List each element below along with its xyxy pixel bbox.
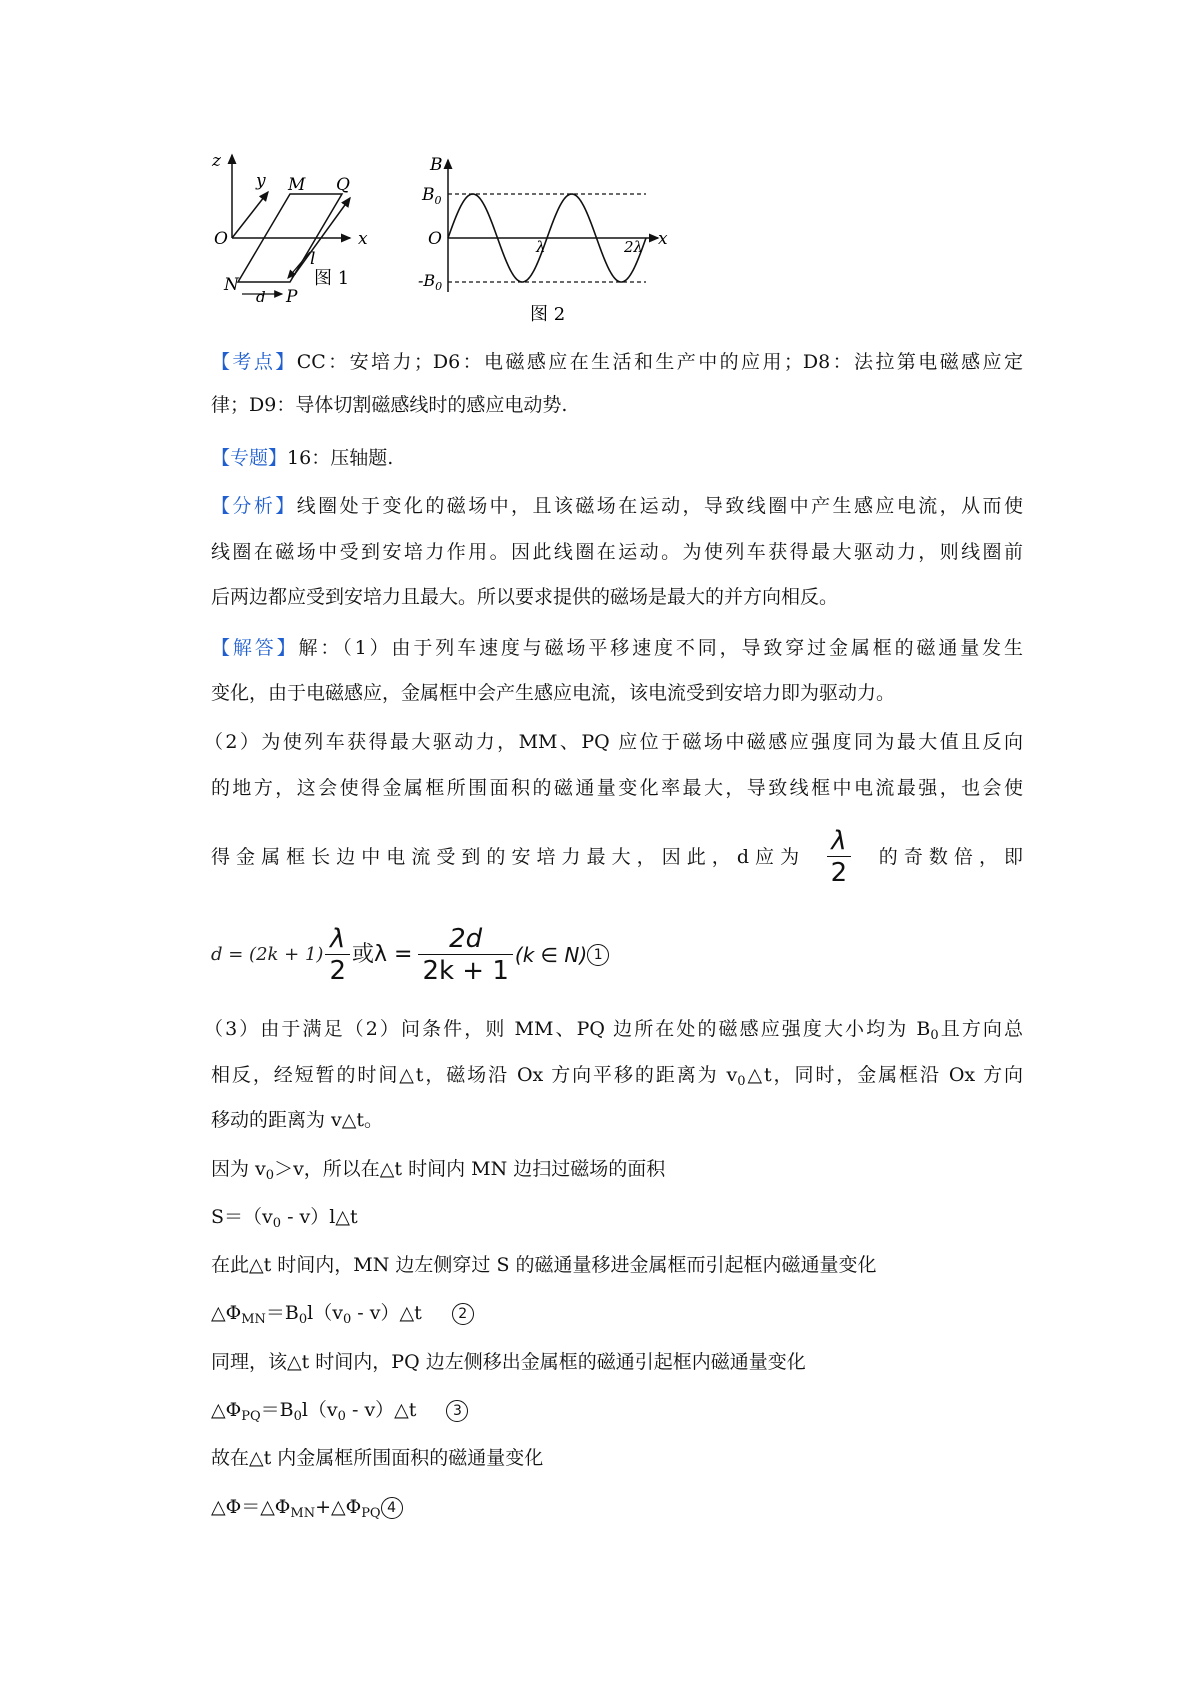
line-delta-phi-mn [211, 1301, 474, 1325]
fig1-label-d: d [256, 288, 266, 306]
l7-d: - v）△t [351, 1302, 422, 1324]
jieda-line-2: 变化，由于电磁感应，金属框中会产生感应电流，该电流受到安培力即为驱动力。 [211, 682, 896, 704]
l5-a: S＝（v [211, 1206, 273, 1228]
kaodian-tag: 【考点】 [211, 351, 297, 373]
l7-sub3: 0 [342, 1312, 352, 1327]
line-area-s [211, 1205, 358, 1229]
fig1-label-o: O [214, 229, 228, 249]
l7-c: l（v [307, 1302, 343, 1324]
l9-sub1: PQ [241, 1409, 261, 1424]
l9-sub3: 0 [337, 1409, 346, 1424]
l9-sub2: 0 [293, 1409, 302, 1424]
length-arrow [288, 252, 310, 278]
zhuanti-tag: 【专题】 [211, 447, 288, 469]
eq1-lhs: d = (2k + 1) [211, 944, 324, 965]
y-axis [232, 192, 268, 238]
jieda-p3-line-3: 移动的距离为 v△t。 [211, 1109, 384, 1131]
fig2-label-b0: $B_0$ [422, 185, 442, 207]
zhuanti-line [211, 446, 393, 470]
p3-line2-sub: 0 [737, 1074, 746, 1089]
p2-line3-text-b: 的 奇 数 倍 ， 即 [878, 846, 1023, 868]
l7-sub1: MN [241, 1312, 266, 1327]
fig2-label-neg-b0: $-B_0$ [418, 271, 443, 293]
fenxi-text-1: 线圈处于变化的磁场中，且该磁场在运动，导致线圈中产生感应电流，从而使 [296, 495, 1023, 517]
eq1-frac2-num: 2d [449, 924, 483, 954]
l7-a: △Φ [211, 1302, 242, 1324]
l4-a: 因为 v [211, 1158, 266, 1180]
fig1-label-l: l [310, 249, 316, 269]
l11-sub2: PQ [361, 1506, 381, 1521]
l9-mark: 3 [446, 1400, 468, 1422]
l11-b: +△Φ [315, 1496, 362, 1518]
fenxi-line-2: 线圈在磁场中受到安培力作用。因此线圈在运动。为使列车获得最大驱动力，则线圈前 [211, 541, 1023, 563]
lambda-over-2-fraction [827, 828, 852, 886]
fig2-caption: 图 2 [530, 304, 566, 325]
eq1-frac1-den: 2 [325, 954, 350, 984]
fig2-label-o: O [428, 229, 442, 249]
l7-b: ＝B [265, 1302, 299, 1324]
jieda-line-1 [211, 636, 1023, 660]
p3-line1-text: （3）由于满足（2）问条件，则 MM、PQ 边所在处的磁感应强度大小均为 B [204, 1018, 931, 1040]
fenxi-line-3: 后两边都应受到安培力且最大。所以要求提供的磁场是最大的并方向相反。 [211, 586, 839, 608]
l9-a: △Φ [211, 1399, 242, 1421]
fenxi-line-1 [211, 494, 1023, 518]
eq1-frac1-num: λ [330, 924, 346, 954]
l5-b: - v）l△t [281, 1206, 358, 1228]
l9-b: ＝B [260, 1399, 294, 1421]
zhuanti-text: 16：压轴题. [287, 447, 394, 469]
fraction-numerator: λ [831, 826, 847, 856]
jieda-p2-line-3 [211, 822, 1023, 892]
l9-d: - v）△t [345, 1399, 417, 1421]
line-mn-flux-text: 在此△t 时间内，MN 边左侧穿过 S 的磁通量移进金属框而引起框内磁通量变化 [211, 1254, 877, 1276]
eq1-or-lambda: 或λ = [351, 942, 413, 967]
fig1-label-n: N [224, 275, 239, 295]
fig2-label-2lambda: 2λ [624, 238, 644, 256]
l5-sub: 0 [272, 1216, 282, 1231]
figure-2-diagram [418, 152, 668, 330]
fig2-label-lambda: λ [536, 238, 546, 256]
eq1-frac2-den: 2k + 1 [418, 954, 512, 984]
fig1-label-x: x [358, 229, 368, 249]
jieda-p3-line-1 [204, 1017, 1023, 1041]
l4-b: ＞v，所以在△t 时间内 MN 边扫过磁场的面积 [274, 1158, 666, 1180]
l7-sub2: 0 [298, 1312, 308, 1327]
eq1-fraction-2 [418, 926, 512, 984]
p3-line2-b: △t，同时，金属框沿 Ox 方向 [745, 1064, 1023, 1086]
fraction-denominator: 2 [827, 856, 852, 886]
line-delta-phi-total [211, 1495, 403, 1519]
jieda-p2-line-2: 的地方，这会使得金属框所围面积的磁通量变化率最大，导致线框中电流最强，也会使 [211, 777, 1023, 799]
l11-a: △Φ＝△Φ [211, 1496, 291, 1518]
kaodian-line-1 [211, 350, 1023, 374]
l4-sub: 0 [265, 1168, 275, 1183]
fig1-label-y: y [256, 171, 266, 191]
kaodian-text-1: CC：安培力；D6：电磁感应在生活和生产中的应用；D8：法拉第电磁感应定 [296, 351, 1023, 373]
kaodian-line-2: 律；D9：导体切割磁感线时的感应电动势. [211, 394, 568, 416]
line-pq-flux-text: 同理，该△t 时间内，PQ 边左侧移出金属框的磁通引起框内磁通量变化 [211, 1351, 806, 1373]
line-total-flux-text: 故在△t 内金属框所围面积的磁通量变化 [211, 1447, 544, 1469]
eq1-condition: (k ∈ N) [514, 943, 588, 967]
line-delta-phi-pq [211, 1398, 468, 1422]
l11-sub1: MN [290, 1506, 316, 1521]
fig1-caption: 图 1 [314, 268, 350, 289]
jieda-text-1: 解：（1）由于列车速度与磁场平移速度不同，导致穿过金属框的磁通量发生 [298, 637, 1023, 659]
fig2-label-b: B [430, 155, 443, 175]
equation-1 [211, 915, 609, 995]
p3-line1-end: 且方向总 [938, 1018, 1023, 1040]
eq1-fraction-1 [325, 926, 350, 984]
fig1-label-q: Q [336, 175, 350, 195]
figure-1-diagram [210, 150, 410, 335]
p3-line2-a: 相反，经短暂的时间△t，磁场沿 Ox 方向平移的距离为 v [211, 1064, 738, 1086]
jieda-tag: 【解答】 [211, 637, 299, 659]
line-v0-gt-v [211, 1157, 665, 1181]
fig2-label-x: x [658, 229, 668, 249]
fenxi-tag: 【分析】 [211, 495, 297, 517]
jieda-p2-line-1: （2）为使列车获得最大驱动力，MM、PQ 应位于磁场中磁感应强度同为最大值且反向 [204, 731, 1023, 753]
l7-mark: 2 [452, 1303, 474, 1325]
p3-line1-sub: 0 [930, 1028, 939, 1043]
fig1-label-z: z [212, 151, 221, 171]
jieda-p3-line-2 [211, 1063, 1023, 1087]
fig1-label-m: M [288, 175, 306, 195]
eq1-mark: 1 [587, 944, 609, 966]
l9-c: l（v [301, 1399, 338, 1421]
l11-mark: 4 [381, 1497, 403, 1519]
p2-line3-text-a: 得 金 属 框 长 边 中 电 流 受 到 的 安 培 力 最 大 ， 因 此 ， d 应 为 [211, 846, 800, 868]
fig1-label-p: P [286, 287, 298, 307]
